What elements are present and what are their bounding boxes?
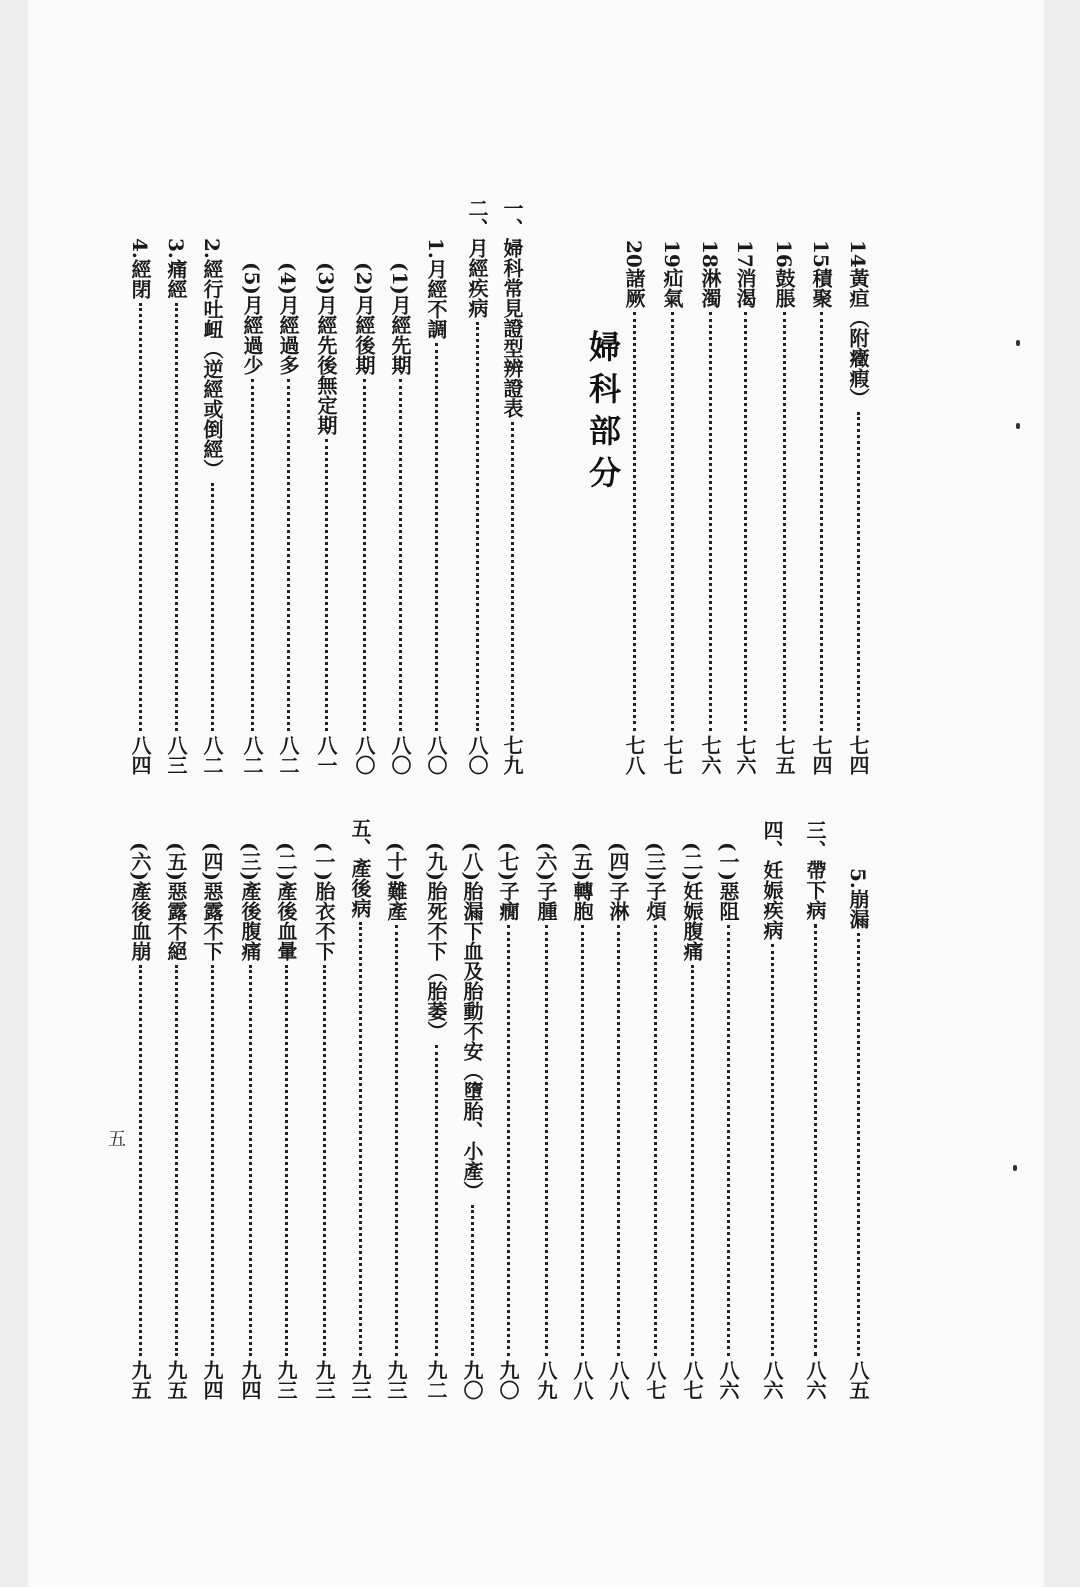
toc-entry-number: 17: [733, 240, 757, 268]
scan-speck: [1016, 423, 1020, 429]
toc-entry: [195, 238, 229, 775]
toc-entry-number: 19: [660, 240, 684, 268]
toc-entry: [693, 240, 727, 775]
toc-entry-title: 胎漏下血及胎動不安（墮胎、小產）: [460, 880, 484, 1201]
toc-entry: [675, 842, 709, 1400]
toc-entry: [755, 820, 789, 1400]
toc-entry-number: 14: [846, 240, 870, 268]
toc-entry-number: (七): [496, 842, 520, 881]
toc-entry: [235, 262, 269, 775]
toc-entry-number: (四): [200, 842, 224, 881]
toc-entry: [123, 238, 157, 775]
page-folio: 五: [108, 1129, 126, 1150]
toc-entry: [804, 240, 838, 775]
toc-entry-title: 月經先期: [388, 294, 412, 375]
leader-dots: [814, 924, 817, 1356]
toc-entry-title: 妊娠腹痛: [680, 880, 704, 961]
toc-entry: [655, 240, 689, 775]
leader-dots: [820, 312, 823, 731]
toc-entry: [728, 240, 762, 775]
toc-entry-page: 九三: [312, 1360, 336, 1400]
toc-entry-number: 2.: [200, 238, 224, 259]
toc-entry-page: 九五: [128, 1360, 152, 1400]
leader-dots: [175, 965, 178, 1356]
leader-dots: [435, 1045, 438, 1356]
toc-entry-title: 產後病: [348, 858, 372, 918]
toc-entry-number: (五): [164, 842, 188, 881]
toc-entry-page: 八〇: [424, 735, 448, 775]
toc-entry-page: 九三: [274, 1360, 298, 1400]
toc-entry-number: (六): [534, 842, 558, 881]
toc-entry-title: 消渴: [733, 267, 757, 308]
toc-entry-number: 5.: [846, 868, 870, 889]
toc-entry-number: 3.: [164, 238, 188, 259]
toc-entry-title: 痛經: [164, 258, 188, 299]
leader-dots: [617, 925, 620, 1356]
toc-entry-number: (2): [352, 262, 376, 295]
leader-dots: [363, 379, 366, 731]
toc-entry-number: 20: [622, 240, 646, 268]
toc-entry-title: 妊娠疾病: [760, 860, 784, 940]
toc-entry-number: 三、: [803, 820, 827, 860]
toc-entry-page: 九〇: [460, 1360, 484, 1400]
toc-entry-number: 1.: [424, 238, 448, 259]
leader-dots: [727, 925, 730, 1356]
toc-entry-title: 難產: [384, 880, 408, 921]
toc-entry-number: (三): [238, 842, 262, 881]
toc-entry-number: 二、: [465, 198, 489, 238]
toc-entry-number: 五、: [348, 818, 372, 858]
leader-dots: [139, 965, 142, 1356]
leader-dots: [476, 322, 479, 731]
toc-entry-page: 八六: [803, 1360, 827, 1400]
toc-entry: [159, 842, 193, 1400]
toc-entry-number: 四、: [760, 820, 784, 860]
leader-dots: [581, 925, 584, 1356]
leader-dots: [857, 933, 860, 1356]
toc-entry-page: 七四: [809, 735, 833, 775]
toc-entry-page: 八二: [200, 735, 224, 775]
toc-entry-number: 一、: [500, 198, 524, 238]
toc-entry-title: 產後腹痛: [238, 880, 262, 961]
toc-entry-number: (二): [274, 842, 298, 881]
toc-entry: [269, 842, 303, 1400]
toc-entry-page: 八六: [760, 1360, 784, 1400]
toc-entry-page: 九三: [348, 1360, 372, 1400]
leader-dots: [211, 483, 214, 731]
toc-entry: [307, 842, 341, 1400]
toc-entry-title: 月經疾病: [465, 238, 489, 318]
toc-entry-page: 八〇: [388, 735, 412, 775]
toc-entry-page: 八〇: [465, 735, 489, 775]
toc-entry-title: 月經先後無定期: [314, 294, 338, 435]
toc-entry: [460, 198, 494, 775]
toc-entry-title: 惡阻: [716, 880, 740, 921]
toc-entry-title: 鼓脹: [772, 267, 796, 308]
toc-entry-number: (3): [314, 262, 338, 295]
toc-entry-page: 八四: [128, 735, 152, 775]
toc-entry-number: (六): [128, 842, 152, 881]
toc-entry-page: 七七: [660, 735, 684, 775]
toc-entry-title: 月經過多: [276, 294, 300, 375]
toc-entry-page: 九二: [424, 1360, 448, 1400]
toc-entry-title: 子癇: [496, 880, 520, 921]
scan-speck: [1013, 1165, 1017, 1171]
leader-dots: [323, 965, 326, 1356]
toc-entry: [617, 240, 651, 775]
toc-entry: [347, 262, 381, 775]
leader-dots: [395, 925, 398, 1356]
toc-entry-title: 月經後期: [352, 294, 376, 375]
toc-entry-page: 七五: [772, 735, 796, 775]
toc-entry-title: 胎衣不下: [312, 880, 336, 961]
toc-entry-number: 16: [772, 240, 796, 268]
leader-dots: [325, 439, 328, 731]
toc-entry-title: 疝氣: [660, 267, 684, 308]
toc-entry-title: 胎死不下（胎萎）: [424, 880, 448, 1041]
leader-dots: [671, 312, 674, 731]
toc-entry: [767, 240, 801, 775]
toc-entry-page: 九三: [384, 1360, 408, 1400]
leader-dots: [654, 925, 657, 1356]
toc-entry-number: (一): [716, 842, 740, 881]
toc-entry-page: 九四: [200, 1360, 224, 1400]
leader-dots: [783, 312, 786, 731]
toc-entry-title: 月經不調: [424, 258, 448, 339]
leader-dots: [744, 312, 747, 731]
toc-entry-page: 八一: [314, 735, 338, 775]
toc-entry: [309, 262, 343, 775]
toc-entry-page: 八八: [570, 1360, 594, 1400]
toc-entry-page: 八六: [716, 1360, 740, 1400]
toc-entry-number: (二): [680, 842, 704, 881]
toc-entry-page: 八七: [680, 1360, 704, 1400]
leader-dots: [359, 922, 362, 1356]
toc-entry: [495, 198, 529, 775]
toc-entry-page: 八二: [276, 735, 300, 775]
toc-entry-number: (四): [606, 842, 630, 881]
toc-entry-page: 八三: [164, 735, 188, 775]
toc-entry-page: 七九: [500, 735, 524, 775]
toc-entry-number: (十): [384, 842, 408, 881]
toc-entry-title: 產後血崩: [128, 880, 152, 961]
toc-entry: [711, 842, 745, 1400]
scan-speck: [1016, 340, 1020, 346]
toc-entry-number: (五): [570, 842, 594, 881]
toc-entry: [601, 842, 635, 1400]
leader-dots: [633, 312, 636, 731]
toc-entry-number: (1): [388, 262, 412, 295]
toc-entry-number: 18: [698, 240, 722, 268]
toc-entry-title: 淋濁: [698, 267, 722, 308]
leader-dots: [771, 944, 774, 1356]
toc-entry-title: 子淋: [606, 880, 630, 921]
leader-dots: [175, 303, 178, 731]
toc-entry: [491, 842, 525, 1400]
toc-entry: [841, 240, 875, 775]
toc-entry: [638, 842, 672, 1400]
toc-entry-title: 子腫: [534, 880, 558, 921]
toc-entry-page: 八五: [846, 1360, 870, 1400]
toc-entry-page: 九四: [238, 1360, 262, 1400]
leader-dots: [545, 925, 548, 1356]
toc-entry: [529, 842, 563, 1400]
toc-entry-page: 八七: [643, 1360, 667, 1400]
toc-entry-number: (八): [460, 842, 484, 881]
toc-entry-page: 八八: [606, 1360, 630, 1400]
toc-entry: [343, 818, 377, 1400]
toc-entry-page: 七六: [698, 735, 722, 775]
toc-entry-title: 經閉: [128, 258, 152, 299]
leader-dots: [249, 965, 252, 1356]
leader-dots: [285, 965, 288, 1356]
toc-entry-page: 九五: [164, 1360, 188, 1400]
toc-entry-title: 積聚: [809, 267, 833, 308]
toc-entry: [419, 842, 453, 1400]
toc-entry-title: 惡露不絕: [164, 880, 188, 961]
toc-entry: [271, 262, 305, 775]
toc-entry: [159, 238, 193, 775]
toc-entry: [565, 842, 599, 1400]
leader-dots: [709, 312, 712, 731]
toc-entry: [798, 820, 832, 1400]
toc-entry-number: (5): [240, 262, 264, 295]
toc-entry: [383, 262, 417, 775]
toc-entry-number: 15: [809, 240, 833, 268]
toc-entry-title: 子煩: [643, 880, 667, 921]
toc-entry-title: 黃疸（附癥瘕）: [846, 267, 870, 408]
toc-entry-title: 產後血暈: [274, 880, 298, 961]
leader-dots: [287, 379, 290, 731]
toc-entry: [233, 842, 267, 1400]
section-heading: 婦科部分: [584, 330, 622, 498]
toc-entry: [379, 842, 413, 1400]
toc-entry-number: 4.: [128, 238, 152, 259]
leader-dots: [211, 965, 214, 1356]
toc-page: [28, 0, 1044, 1587]
toc-entry-page: 七八: [622, 735, 646, 775]
leader-dots: [511, 422, 514, 731]
leader-dots: [399, 379, 402, 731]
toc-entry-page: 八九: [534, 1360, 558, 1400]
toc-entry: [123, 842, 157, 1400]
toc-entry-page: 九〇: [496, 1360, 520, 1400]
toc-entry-title: 婦科常見證型辨證表: [500, 238, 524, 418]
toc-entry-number: (一): [312, 842, 336, 881]
toc-entry-page: 七六: [733, 735, 757, 775]
toc-entry: [455, 842, 489, 1400]
toc-entry-page: 八二: [240, 735, 264, 775]
toc-entry-title: 崩漏: [846, 888, 870, 929]
leader-dots: [857, 412, 860, 731]
leader-dots: [691, 965, 694, 1356]
toc-entry-title: 諸厥: [622, 267, 646, 308]
leader-dots: [251, 379, 254, 731]
toc-entry: [841, 868, 875, 1400]
toc-entry-title: 帶下病: [803, 860, 827, 920]
toc-entry-number: (三): [643, 842, 667, 881]
leader-dots: [139, 303, 142, 731]
toc-entry-title: 惡露不下: [200, 880, 224, 961]
toc-entry-title: 轉胞: [570, 880, 594, 921]
toc-entry-page: 七四: [846, 735, 870, 775]
toc-entry-title: 月經過少: [240, 294, 264, 375]
toc-entry-title: 經行吐衄（逆經或倒經）: [200, 258, 224, 479]
leader-dots: [471, 1205, 474, 1356]
toc-entry-page: 八〇: [352, 735, 376, 775]
toc-entry-number: (九): [424, 842, 448, 881]
toc-entry: [419, 238, 453, 775]
leader-dots: [435, 343, 438, 731]
leader-dots: [507, 925, 510, 1356]
toc-entry: [195, 842, 229, 1400]
toc-entry-number: (4): [276, 262, 300, 295]
